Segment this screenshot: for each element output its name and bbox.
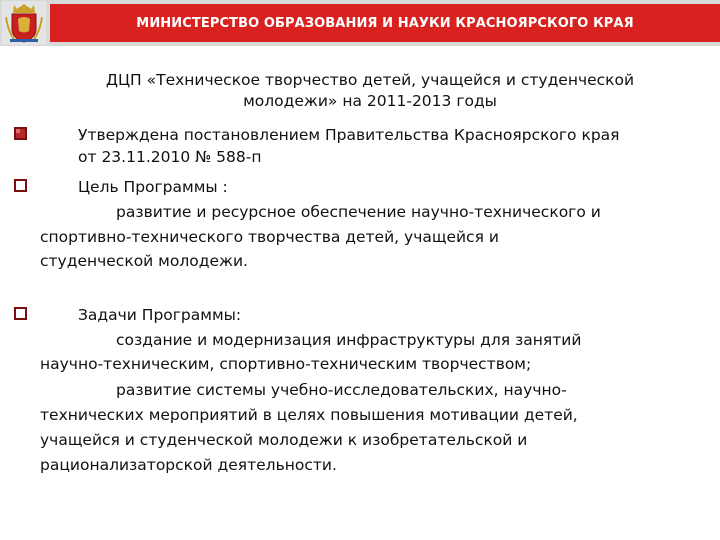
goal-heading: Цель Программы : [78,178,228,196]
task-line: учащейся и студенческой молодежи к изобретательской и [40,431,528,449]
task-line: технических мероприятий в целях повышения мотивации детей, [40,406,578,424]
goal-line: спортивно-технического творчества детей, учащейся и [40,228,499,246]
approved-line: от 23.11.2010 № 588-п [78,148,262,166]
goal-line: развитие и ресурсное обеспечение научно-технического и [116,203,601,221]
task-line: рационализаторской деятельности. [40,456,337,474]
ministry-title: МИНИСТЕРСТВО ОБРАЗОВАНИЯ И НАУКИ КРАСНОЯРСКОГО КРАЯ [136,15,634,31]
ministry-banner [50,4,720,42]
program-title [60,70,680,112]
filled-square-bullet-icon [14,127,27,140]
task-line: создание и модернизация инфраструктуры для занятий [116,331,582,349]
hollow-square-bullet-icon [14,179,27,192]
tasks-heading: Задачи Программы: [78,306,242,324]
program-title-line: молодежи» на 2011-2013 годы [243,92,497,110]
header-bar [0,0,720,46]
task-line: развитие системы учебно-исследовательских, научно- [116,381,567,399]
program-title-line: ДЦП «Техническое творчество детей, учащейся и студенческой [105,71,635,89]
goal-line: студенческой молодежи. [40,252,248,270]
approved-text [78,124,620,168]
krasnoyarsk-coat-of-arms-icon [2,1,46,45]
approved-line: Утверждена постановлением Правительства Красноярского края [78,126,620,144]
task-line: научно-техническим, спортивно-техническим творчеством; [40,355,532,373]
hollow-square-bullet-icon [14,307,27,320]
